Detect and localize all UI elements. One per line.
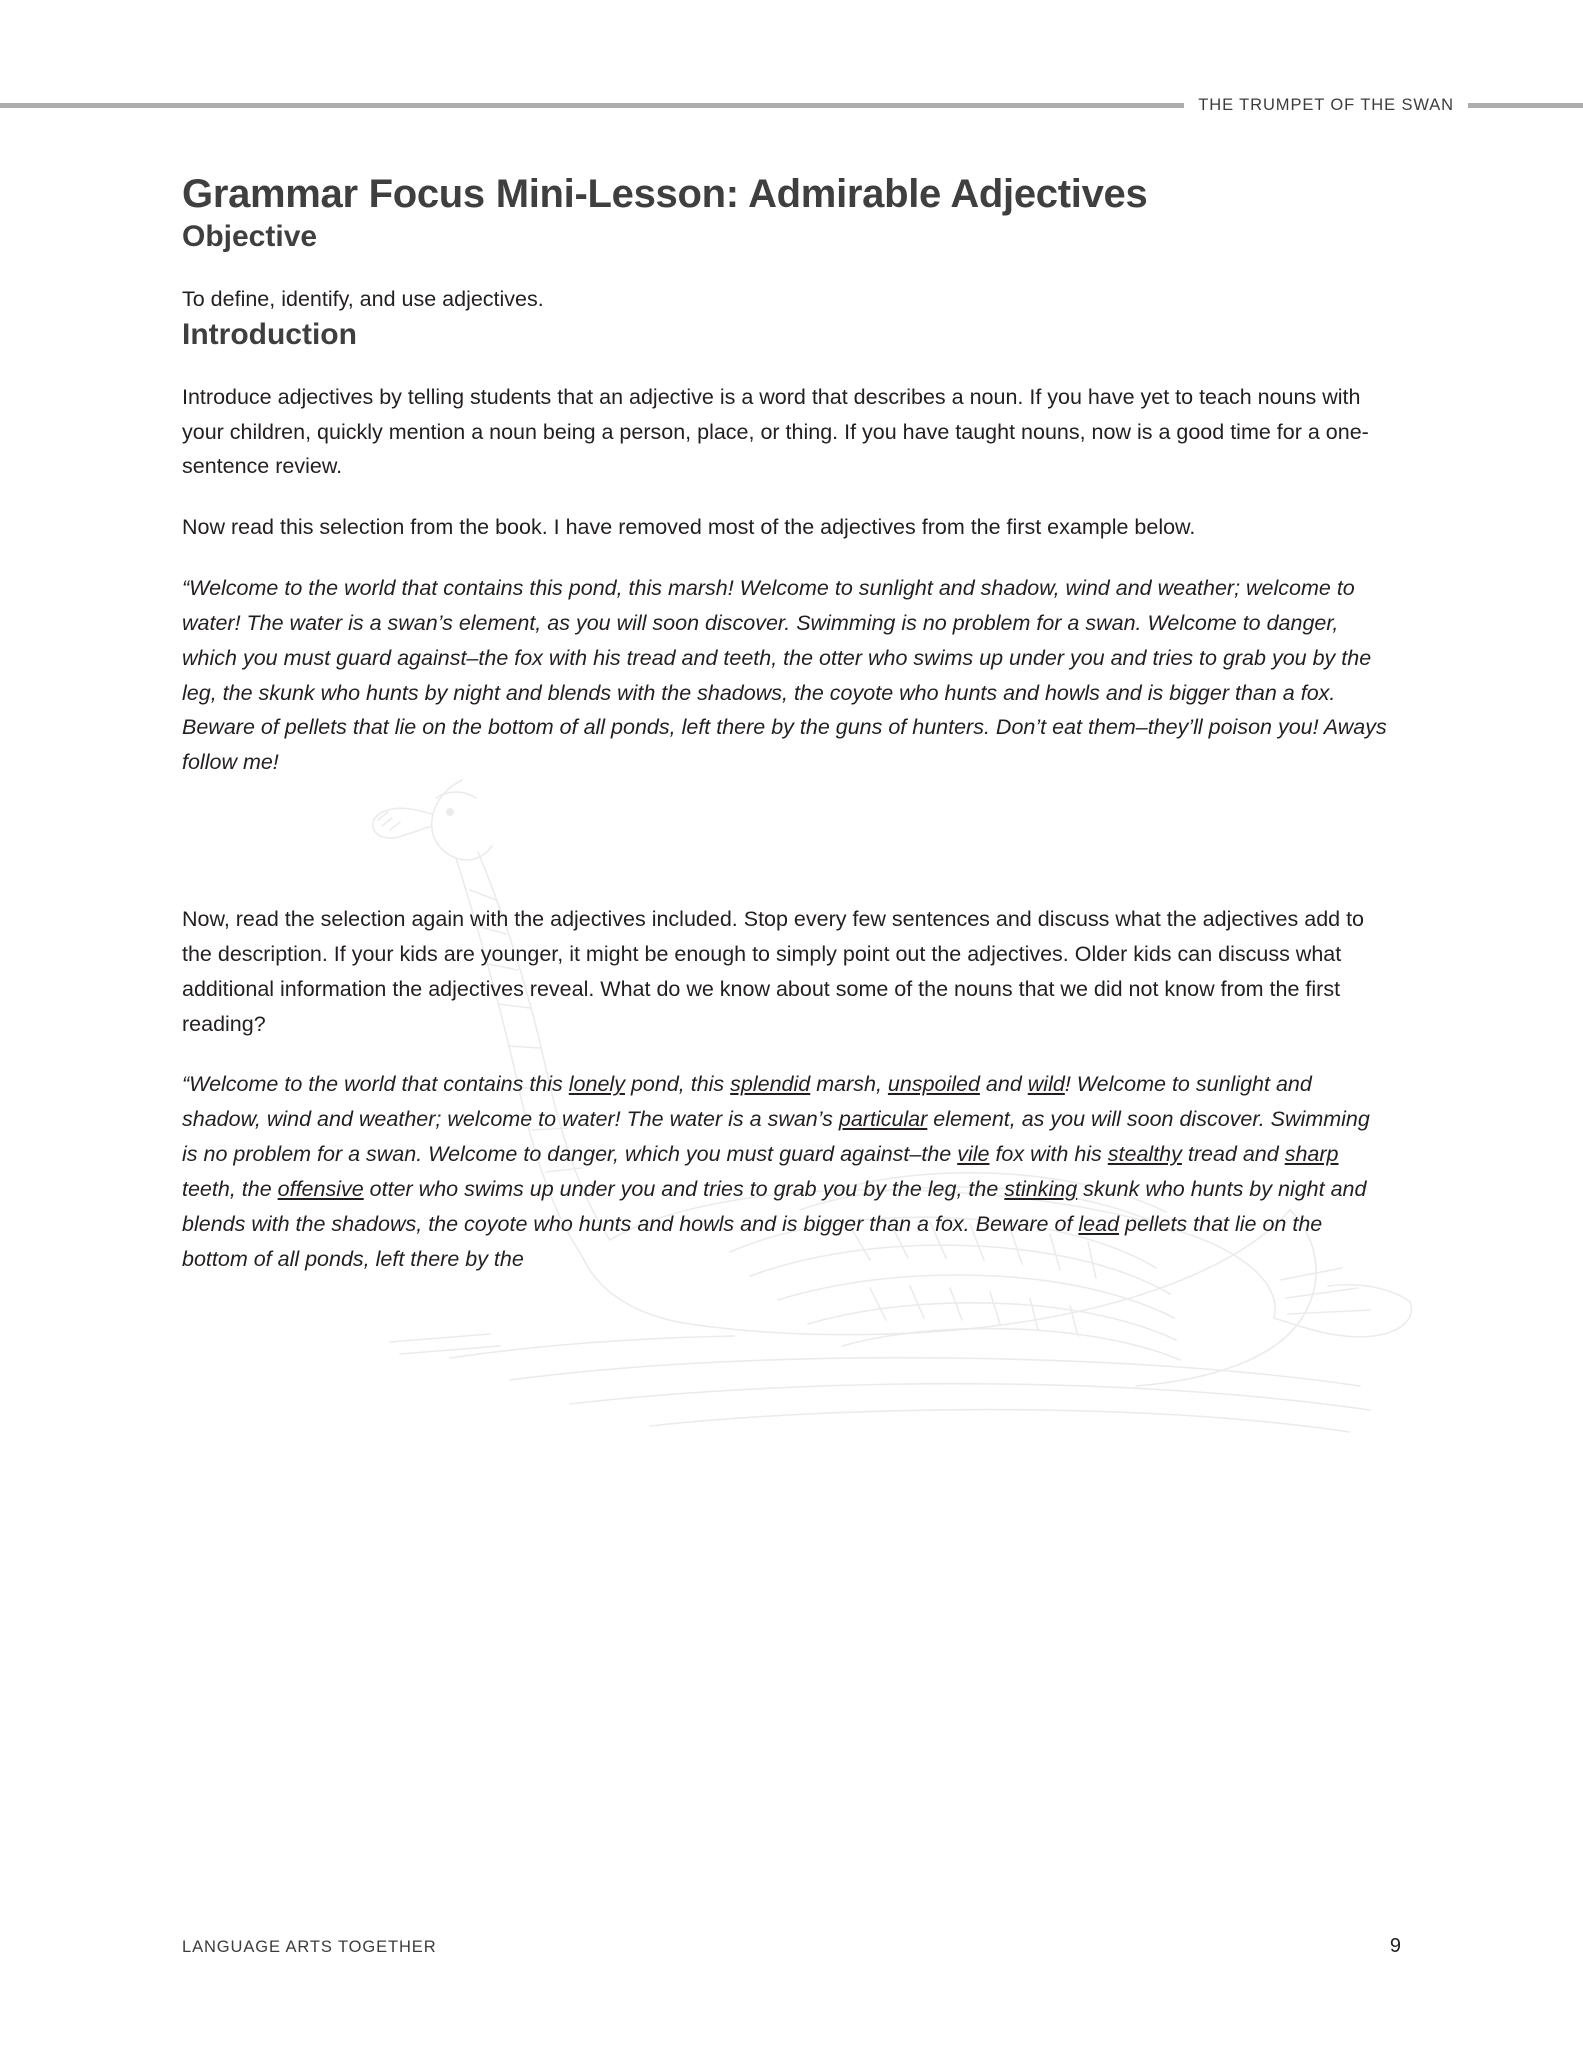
book-excerpt-with-adjectives: “Welcome to the world that contains this lonely pond, this splendid marsh, unspoiled and wild! Welcome to sunlight and shadow, wind and weather; welcome to water! The water is a swan’s particular element, as you will soon discover. Swimming is no problem for a swan. Welcome to danger, which you must guard against–the vile fox with his stealthy tread and sharp teeth, the offensive otter who swims up under you and tries to grab you by the leg, the stinking skunk who hunts by night and blends with the shadows, the coyote who hunts and howls and is bigger than a fox. Beware of lead pellets that lie on the bottom of all ponds, left there by the bbox=[182, 1072, 1370, 1271]
section-heading-introduction: Introduction bbox=[182, 318, 357, 352]
footer-page-number: 9 bbox=[1389, 1935, 1401, 1957]
objective-body: To define, identify, and use adjectives. bbox=[182, 286, 544, 311]
page-title: Grammar Focus Mini-Lesson: Admirable Adjectives bbox=[182, 172, 1148, 216]
section-spacer bbox=[182, 780, 1390, 876]
introduction-paragraph-1: Introduce adjectives by telling students that an adjective is a word that describes a noun. If you have yet to teach nouns with your children, quickly mention a noun being a person, place, or thing. If you have taught nouns, now is a good time for a one-sentence review. bbox=[182, 384, 1369, 479]
header-title: THE TRUMPET OF THE SWAN bbox=[1198, 95, 1454, 114]
footer-publisher: LANGUAGE ARTS TOGETHER bbox=[182, 1938, 437, 1956]
book-excerpt-without-adjectives: “Welcome to the world that contains this pond, this marsh! Welcome to sunlight and shadow, wind and weather; welcome to water! The water is a swan’s element, as you will soon discover. Swimming is no problem for a swan. Welcome to danger, which you must guard against–the fox with his tread and teeth, the otter who swims up under you and tries to grab you by the leg, the skunk who hunts by night and blends with the shadows, the coyote who hunts and howls and is bigger than a fox. Beware of pellets that lie on the bottom of all ponds, left there by the guns of hunters. Don’t eat them–they’ll poison you! Aways follow me! bbox=[182, 576, 1387, 775]
page-footer bbox=[182, 1935, 1401, 1958]
header-rule-left bbox=[0, 103, 1184, 108]
running-header bbox=[0, 95, 1583, 115]
introduction-paragraph-3: Now, read the selection again with the adjectives included. Stop every few sentences and discuss what the adjectives add to the description. If your kids are younger, it might be enough to simply point out the adjectives. Older kids can discuss what additional information the adjectives reveal. What do we know about some of the nouns that we did not know from the first reading? bbox=[182, 907, 1365, 1036]
page-content bbox=[182, 170, 1390, 1276]
section-heading-objective: Objective bbox=[182, 220, 318, 253]
header-rule-right bbox=[1468, 103, 1583, 108]
introduction-paragraph-2: Now read this selection from the book. I have removed most of the adjectives from the first example below. bbox=[182, 515, 1196, 540]
